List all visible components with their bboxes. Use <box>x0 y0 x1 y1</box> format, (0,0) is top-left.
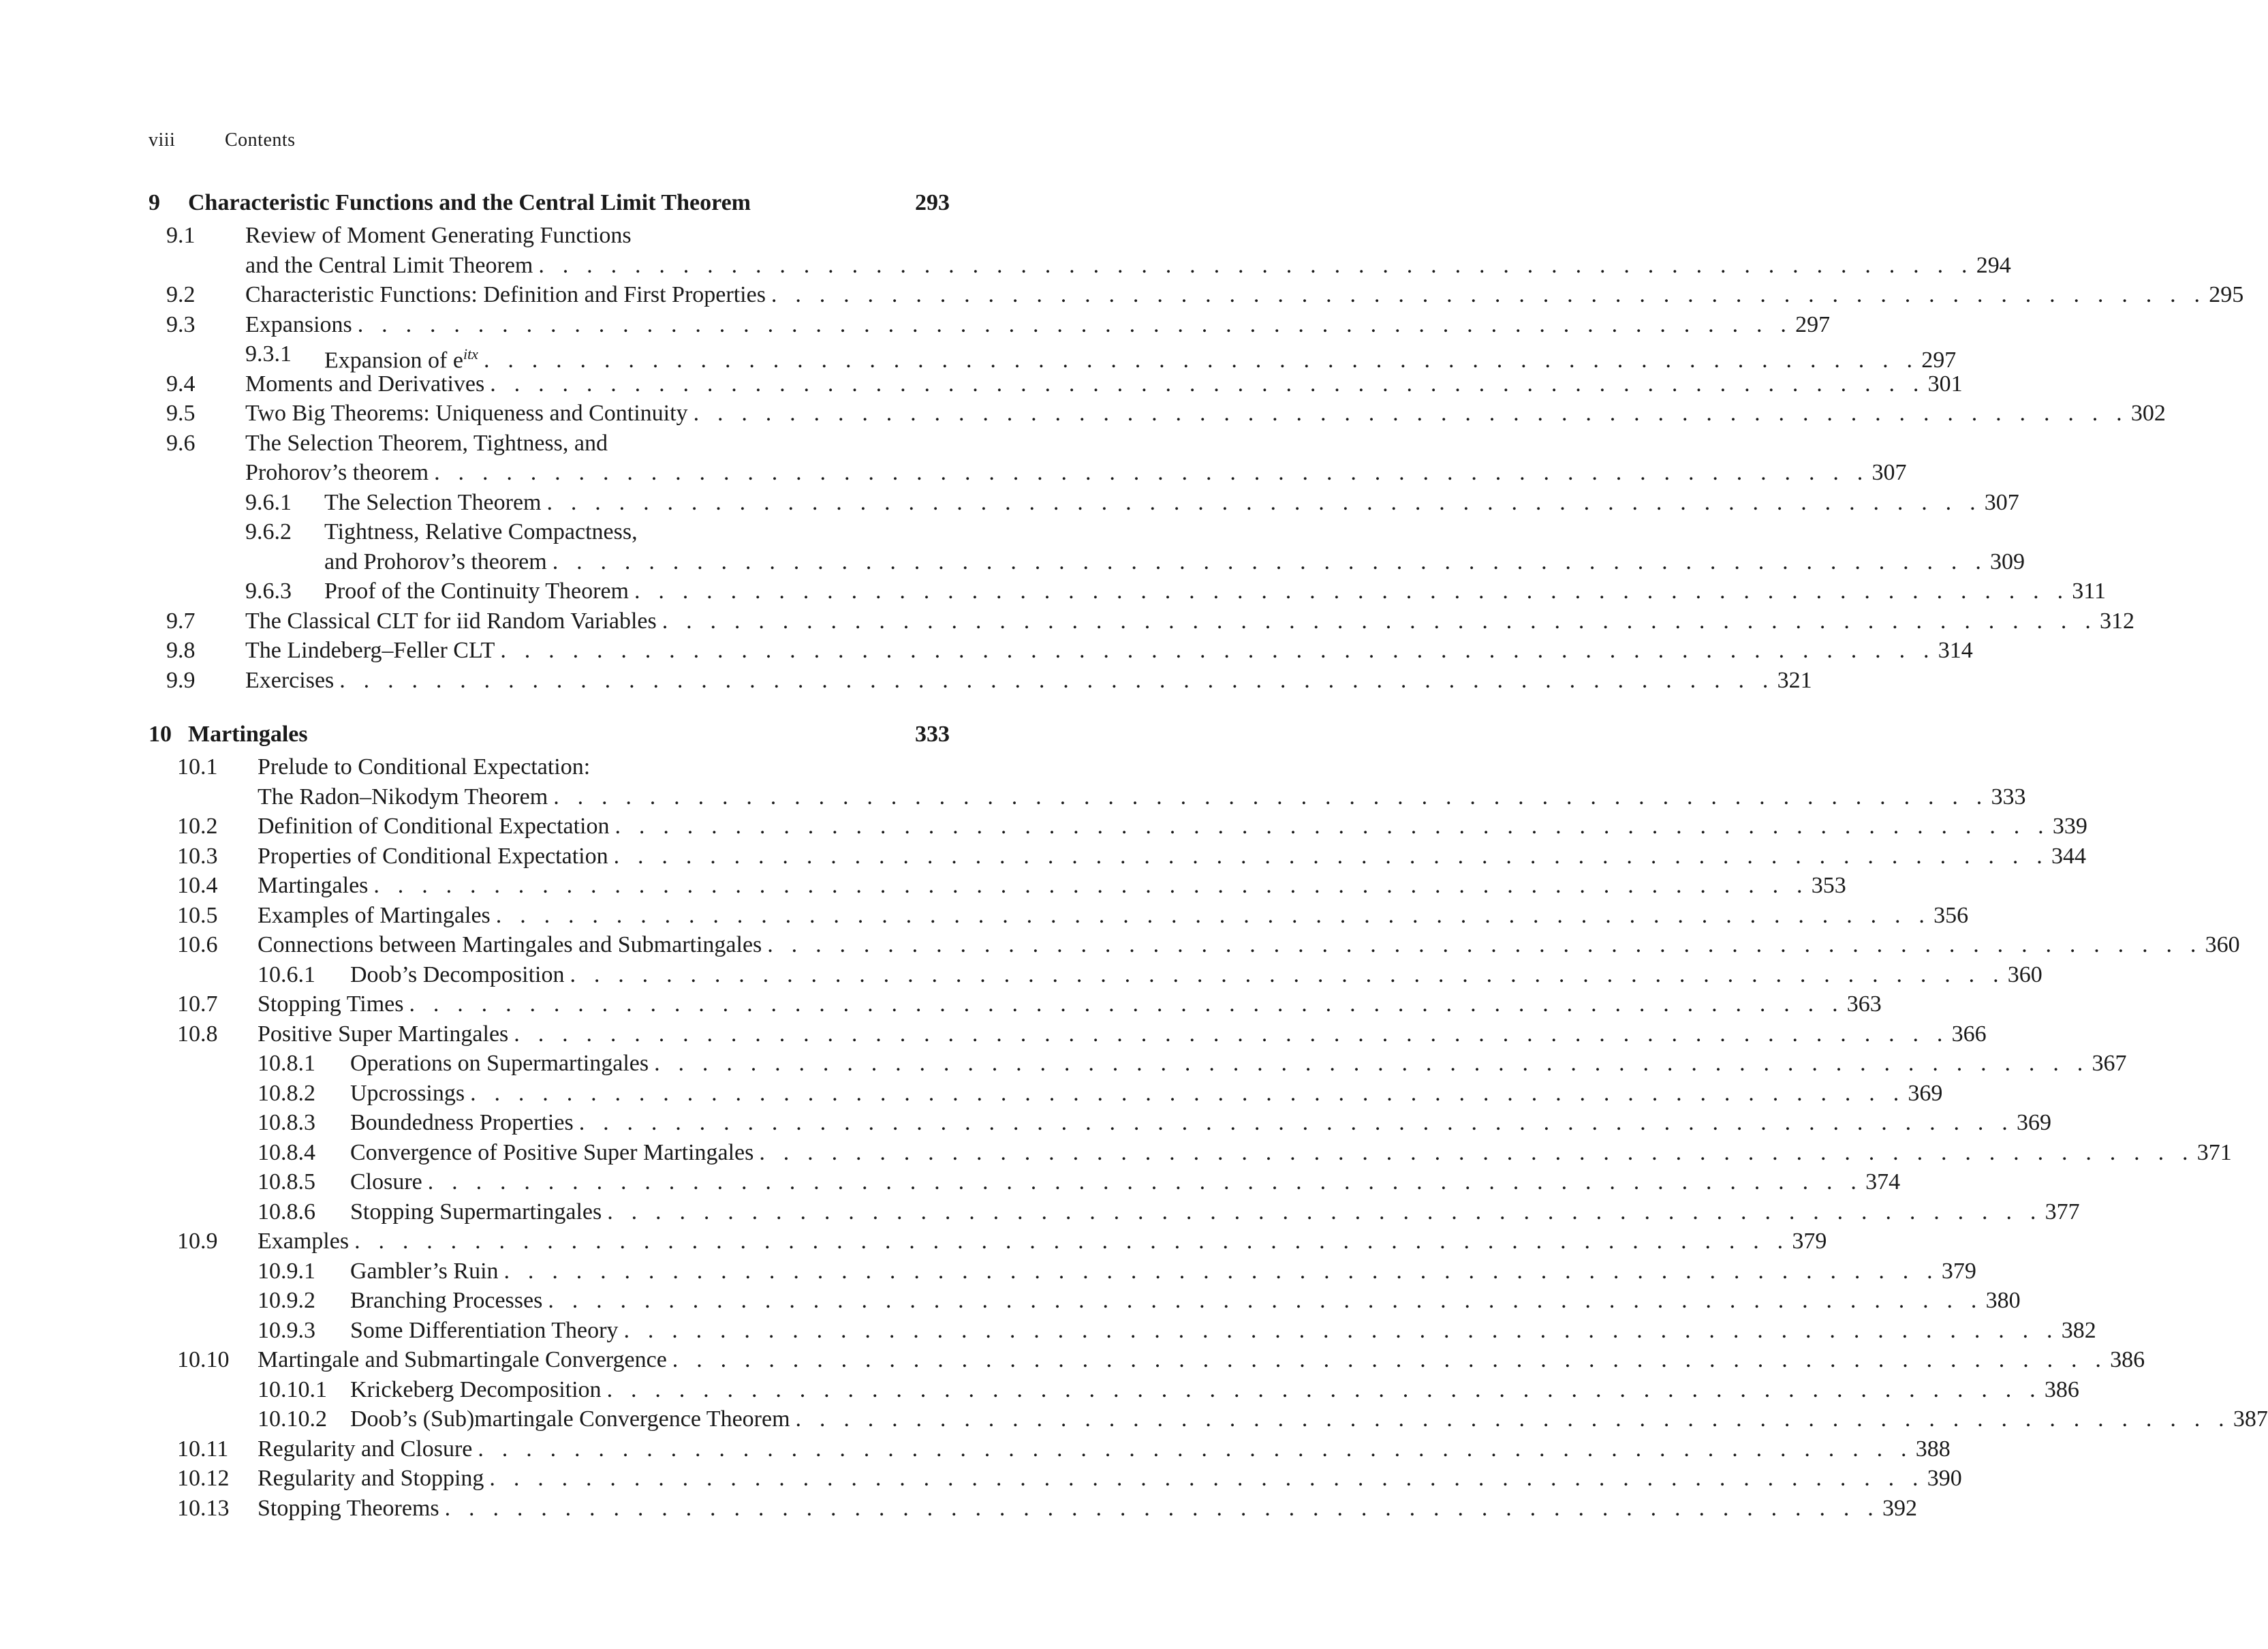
chapter-page-number: 333 <box>915 722 950 747</box>
section-title: Branching Processes <box>350 1288 543 1313</box>
section-title: Regularity and Closure <box>258 1436 473 1462</box>
section-number: 10.10 <box>177 1347 230 1372</box>
table-of-contents <box>149 185 2268 1523</box>
section-title: Regularity and Stopping <box>258 1466 484 1491</box>
section-title: Gambler’s Ruin <box>350 1258 499 1284</box>
toc-entry[interactable] <box>149 1138 2232 1168</box>
dot-leader: . . . . . . . . . . . . . . . . . . . . . . . . . . . . . . . . . . . . . . . . . . . . . . . . . . . . . . . . . . . . <box>693 401 2128 426</box>
toc-entry[interactable] <box>149 429 950 459</box>
dot-leader: . . . . . . . . . . . . . . . . . . . . . . . . . . . . . . . . . . . . . . . . . . . . . . . . . . . . . . . . . . . . <box>409 991 1844 1017</box>
toc-entry[interactable] <box>149 1079 1943 1109</box>
section-title: Properties of Conditional Expectation <box>258 843 608 869</box>
toc-entry[interactable] <box>149 517 950 547</box>
section-number: 9.6.1 <box>245 489 292 515</box>
toc-entry[interactable] <box>149 782 2026 812</box>
section-page-number: 297 <box>1795 311 1831 337</box>
section-title: Stopping Times <box>258 991 404 1017</box>
section-title: Operations on Supermartingales <box>350 1051 649 1076</box>
section-title: Stopping Supermartingales <box>350 1199 602 1224</box>
section-title: Doob’s (Sub)martingale Convergence Theorem <box>350 1406 790 1432</box>
dot-leader: . . . . . . . . . . . . . . . . . . . . . . . . . . . . . . . . . . . . . . . . . . . . . . . . . . . . . . . . . . . . <box>470 1080 1906 1106</box>
toc-entry[interactable] <box>149 1019 1987 1049</box>
section-page-number: 356 <box>1933 902 1969 928</box>
toc-entry[interactable] <box>149 1167 1901 1197</box>
section-number: 10.2 <box>177 814 218 839</box>
section-page-number: 339 <box>2052 814 2087 839</box>
toc-entry[interactable] <box>149 547 2025 577</box>
section-number: 10.8.6 <box>258 1199 315 1224</box>
section-number: 9.8 <box>166 638 196 663</box>
section-title: Review of Moment Generating Functions <box>245 223 632 248</box>
toc-entry[interactable] <box>149 251 2011 281</box>
chapter-heading[interactable] <box>149 717 950 752</box>
section-number: 9.9 <box>166 667 196 693</box>
section-page-number: 367 <box>2092 1051 2127 1076</box>
section-number: 9.4 <box>166 371 196 397</box>
section-title: The Classical CLT for iid Random Variables <box>245 608 657 634</box>
section-title: Martingale and Submartingale Convergence <box>258 1347 667 1372</box>
section-title: Prelude to Conditional Expectation: <box>258 754 591 780</box>
toc-entry[interactable] <box>149 1316 2096 1346</box>
section-number: 9.1 <box>166 223 196 248</box>
section-page-number: 312 <box>2100 608 2135 634</box>
chapter-number: 10 <box>149 722 172 747</box>
section-page-number: 294 <box>1976 252 2011 278</box>
toc-entry[interactable] <box>149 1464 1962 1494</box>
dot-leader: . . . . . . . . . . . . . . . . . . . . . . . . . . . . . . . . . . . . . . . . . . . . . . . . . . . . . . . . . . . . <box>489 1466 1925 1491</box>
section-title: Connections between Martingales and Submartingales <box>258 932 762 957</box>
section-title: Stopping Theorems <box>258 1495 439 1521</box>
section-title: Characteristic Functions: Definition and First Properties <box>245 282 766 307</box>
toc-entry[interactable] <box>149 1049 2127 1079</box>
section-number: 10.4 <box>177 873 218 898</box>
toc-entry[interactable] <box>149 930 2240 960</box>
section-page-number: 363 <box>1846 991 1882 1017</box>
toc-entry[interactable] <box>149 1108 2051 1138</box>
section-number: 10.6 <box>177 932 218 957</box>
section-number: 10.8 <box>177 1021 218 1047</box>
section-number: 10.12 <box>177 1466 230 1491</box>
toc-entry[interactable] <box>149 1257 1976 1286</box>
section-number: 10.3 <box>177 843 218 869</box>
section-page-number: 353 <box>1811 873 1846 898</box>
dot-leader: . . . . . . . . . . . . . . . . . . . . . . . . . . . . . . . . . . . . . . . . . . . . . . . . . . . . . . . . . . . . <box>483 348 1919 373</box>
toc-entry[interactable] <box>149 458 1907 488</box>
toc-entry[interactable] <box>149 369 1963 399</box>
dot-leader: . . . . . . . . . . . . . . . . . . . . . . . . . . . . . . . . . . . . . . . . . . . . . . . . . . . . . . . . . . . . <box>552 549 1988 574</box>
section-title: and Prohorov’s theorem <box>324 549 547 574</box>
dot-leader: . . . . . . . . . . . . . . . . . . . . . . . . . . . . . . . . . . . . . . . . . . . . . . . . . . . . . . . . . . . . <box>444 1495 1880 1521</box>
section-title: Two Big Theorems: Uniqueness and Continuity <box>245 401 688 426</box>
section-title: Expansions <box>245 311 352 337</box>
dot-leader: . . . . . . . . . . . . . . . . . . . . . . . . . . . . . . . . . . . . . . . . . . . . . . . . . . . . . . . . . . . . <box>478 1436 1913 1462</box>
section-page-number: 321 <box>1777 667 1812 693</box>
dot-leader: . . . . . . . . . . . . . . . . . . . . . . . . . . . . . . . . . . . . . . . . . . . . . . . . . . . . . . . . . . . . <box>771 282 2207 307</box>
section-title: Upcrossings <box>350 1080 465 1106</box>
toc-entry[interactable] <box>149 221 950 251</box>
section-page-number: 301 <box>1927 371 1963 397</box>
dot-leader: . . . . . . . . . . . . . . . . . . . . . . . . . . . . . . . . . . . . . . . . . . . . . . . . . . . . . . . . . . . . <box>427 1169 1863 1195</box>
dot-leader: . . . . . . . . . . . . . . . . . . . . . . . . . . . . . . . . . . . . . . . . . . . . . . . . . . . . . . . . . . . . <box>490 371 1925 397</box>
dot-leader: . . . . . . . . . . . . . . . . . . . . . . . . . . . . . . . . . . . . . . . . . . . . . . . . . . . . . . . . . . . . <box>500 638 1936 663</box>
section-page-number: 392 <box>1882 1495 1917 1521</box>
section-number: 10.5 <box>177 902 218 928</box>
section-number: 10.9 <box>177 1229 218 1254</box>
dot-leader: . . . . . . . . . . . . . . . . . . . . . . . . . . . . . . . . . . . . . . . . . . . . . . . . . . . . . . . . . . . . <box>767 932 2203 957</box>
section-page-number: 387 <box>2233 1406 2268 1432</box>
dot-leader: . . . . . . . . . . . . . . . . . . . . . . . . . . . . . . . . . . . . . . . . . . . . . . . . . . . . . . . . . . . . <box>634 579 2070 604</box>
toc-entry[interactable] <box>149 488 2019 518</box>
section-page-number: 377 <box>2045 1199 2080 1224</box>
dot-leader: . . . . . . . . . . . . . . . . . . . . . . . . . . . . . . . . . . . . . . . . . . . . . . . . . . . . . . . . . . . . <box>495 902 1931 928</box>
dot-leader: . . . . . . . . . . . . . . . . . . . . . . . . . . . . . . . . . . . . . . . . . . . . . . . . . . . . . . . . . . . . <box>607 1199 2042 1224</box>
toc-entry[interactable] <box>149 1227 1827 1257</box>
section-page-number: 386 <box>2110 1347 2145 1372</box>
chapter-number: 9 <box>149 190 160 215</box>
dot-leader: . . . . . . . . . . . . . . . . . . . . . . . . . . . . . . . . . . . . . . . . . . . . . . . . . . . . . . . . . . . . <box>570 961 2005 987</box>
section-number: 9.5 <box>166 401 196 426</box>
section-page-number: 307 <box>1984 489 2019 515</box>
section-title: The Radon–Nikodym Theorem <box>258 784 548 810</box>
section-page-number: 309 <box>1990 549 2025 574</box>
dot-leader: . . . . . . . . . . . . . . . . . . . . . . . . . . . . . . . . . . . . . . . . . . . . . . . . . . . . . . . . . . . . <box>759 1139 2194 1165</box>
chapter-heading[interactable] <box>149 185 950 221</box>
section-page-number: 379 <box>1941 1258 1976 1284</box>
toc-entry[interactable] <box>149 960 2042 990</box>
section-title: Closure <box>350 1169 422 1195</box>
section-number: 10.9.2 <box>258 1288 315 1313</box>
section-number: 9.3 <box>166 311 196 337</box>
toc-entry[interactable] <box>149 399 2166 429</box>
section-page-number: 371 <box>2196 1139 2232 1165</box>
dot-leader: . . . . . . . . . . . . . . . . . . . . . . . . . . . . . . . . . . . . . . . . . . . . . . . . . . . . . . . . . . . . <box>546 489 1982 515</box>
section-page-number: 302 <box>2130 401 2166 426</box>
section-number: 10.8.4 <box>258 1139 315 1165</box>
dot-leader: . . . . . . . . . . . . . . . . . . . . . . . . . . . . . . . . . . . . . . . . . . . . . . . . . . . . . . . . . . . . <box>357 311 1793 337</box>
section-number: 9.6.2 <box>245 519 292 544</box>
toc-entry[interactable] <box>149 1434 1951 1464</box>
section-title: Martingales <box>258 873 369 898</box>
section-number: 9.6.3 <box>245 579 292 604</box>
dot-leader: . . . . . . . . . . . . . . . . . . . . . . . . . . . . . . . . . . . . . . . . . . . . . . . . . . . . . . . . . . . . <box>434 460 1869 485</box>
toc-entry[interactable] <box>149 1345 2145 1375</box>
toc-entry[interactable] <box>149 989 1882 1019</box>
section-title: Krickeberg Decomposition <box>350 1376 602 1402</box>
dot-leader: . . . . . . . . . . . . . . . . . . . . . . . . . . . . . . . . . . . . . . . . . . . . . . . . . . . . . . . . . . . . <box>795 1406 2231 1432</box>
section-number: 10.11 <box>177 1436 229 1462</box>
page-folio: viii <box>149 129 176 151</box>
dot-leader: . . . . . . . . . . . . . . . . . . . . . . . . . . . . . . . . . . . . . . . . . . . . . . . . . . . . . . . . . . . . <box>548 1288 1983 1313</box>
section-number: 10.10.1 <box>258 1376 327 1402</box>
dot-leader: . . . . . . . . . . . . . . . . . . . . . . . . . . . . . . . . . . . . . . . . . . . . . . . . . . . . . . . . . . . . <box>662 608 2098 634</box>
section-page-number: 307 <box>1871 460 1907 485</box>
chapter-page-number: 293 <box>915 190 950 215</box>
toc-entry[interactable] <box>149 1404 2268 1434</box>
toc-entry[interactable] <box>149 339 1957 373</box>
toc-entry[interactable] <box>149 1375 2079 1405</box>
toc-entry[interactable] <box>149 310 1831 340</box>
section-title: Positive Super Martingales <box>258 1021 509 1047</box>
section-page-number: 369 <box>1908 1080 1943 1106</box>
section-title: Expansion of $e^{itx}$ <box>324 345 478 373</box>
dot-leader: . . . . . . . . . . . . . . . . . . . . . . . . . . . . . . . . . . . . . . . . . . . . . . . . . . . . . . . . . . . . <box>538 252 1974 278</box>
section-number: 10.8.3 <box>258 1110 315 1135</box>
dot-leader: . . . . . . . . . . . . . . . . . . . . . . . . . . . . . . . . . . . . . . . . . . . . . . . . . . . . . . . . . . . . <box>373 873 1809 898</box>
toc-entry[interactable] <box>149 1286 2021 1316</box>
section-title: Proof of the Continuity Theorem <box>324 579 629 604</box>
section-title: Examples of Martingales <box>258 902 491 928</box>
dot-leader: . . . . . . . . . . . . . . . . . . . . . . . . . . . . . . . . . . . . . . . . . . . . . . . . . . . . . . . . . . . . <box>613 843 2049 869</box>
toc-entry[interactable] <box>149 280 2244 310</box>
section-number: 9.3.1 <box>245 341 292 367</box>
dot-leader: . . . . . . . . . . . . . . . . . . . . . . . . . . . . . . . . . . . . . . . . . . . . . . . . . . . . . . . . . . . . <box>615 814 2050 839</box>
section-page-number: 374 <box>1865 1169 1901 1195</box>
section-number: 10.8.1 <box>258 1051 315 1076</box>
section-page-number: 379 <box>1792 1229 1827 1254</box>
section-title: The Selection Theorem <box>324 489 542 515</box>
section-number: 10.13 <box>177 1495 230 1521</box>
section-number: 10.8.5 <box>258 1169 315 1195</box>
section-number: 10.1 <box>177 754 218 780</box>
section-page-number: 369 <box>2017 1110 2051 1135</box>
section-title: Exercises <box>245 667 335 693</box>
section-page-number: 344 <box>2051 843 2086 869</box>
section-title: The Lindeberg–Feller CLT <box>245 638 495 663</box>
chapter-title: Characteristic Functions and the Central Limit Theorem <box>188 190 751 215</box>
section-number: 10.6.1 <box>258 961 315 987</box>
toc-entry[interactable] <box>149 812 2087 842</box>
dot-leader: . . . . . . . . . . . . . . . . . . . . . . . . . . . . . . . . . . . . . . . . . . . . . . . . . . . . . . . . . . . . <box>654 1051 2090 1076</box>
toc-entry[interactable] <box>149 666 1812 696</box>
dot-leader: . . . . . . . . . . . . . . . . . . . . . . . . . . . . . . . . . . . . . . . . . . . . . . . . . . . . . . . . . . . . <box>339 667 1775 693</box>
section-title: Prohorov’s theorem <box>245 460 429 485</box>
section-number: 9.2 <box>166 282 196 307</box>
section-number: 10.9.1 <box>258 1258 315 1284</box>
section-title: Definition of Conditional Expectation <box>258 814 610 839</box>
section-number: 10.9.3 <box>258 1317 315 1343</box>
section-title: Doob’s Decomposition <box>350 961 565 987</box>
section-title: Some Differentiation Theory <box>350 1317 619 1343</box>
dot-leader: . . . . . . . . . . . . . . . . . . . . . . . . . . . . . . . . . . . . . . . . . . . . . . . . . . . . . . . . . . . . <box>606 1376 2042 1402</box>
toc-entry[interactable] <box>149 1197 2080 1227</box>
running-head-title: Contents <box>225 129 296 151</box>
section-page-number: 295 <box>2209 282 2244 307</box>
dot-leader: . . . . . . . . . . . . . . . . . . . . . . . . . . . . . . . . . . . . . . . . . . . . . . . . . . . . . . . . . . . . <box>672 1347 2108 1372</box>
section-page-number: 297 <box>1921 348 1957 373</box>
exponent: itx <box>463 345 478 363</box>
section-number: 9.6 <box>166 430 196 456</box>
section-page-number: 380 <box>1985 1288 2021 1313</box>
dot-leader: . . . . . . . . . . . . . . . . . . . . . . . . . . . . . . . . . . . . . . . . . . . . . . . . . . . . . . . . . . . . <box>514 1021 1949 1047</box>
dot-leader: . . . . . . . . . . . . . . . . . . . . . . . . . . . . . . . . . . . . . . . . . . . . . . . . . . . . . . . . . . . . <box>578 1110 2014 1135</box>
dot-leader: . . . . . . . . . . . . . . . . . . . . . . . . . . . . . . . . . . . . . . . . . . . . . . . . . . . . . . . . . . . . <box>553 784 1989 810</box>
section-page-number: 314 <box>1938 638 1973 663</box>
section-page-number: 390 <box>1927 1466 1962 1491</box>
toc-entry[interactable] <box>149 901 1969 931</box>
toc-entry[interactable] <box>149 842 2086 872</box>
section-number: 9.7 <box>166 608 196 634</box>
toc-entry[interactable] <box>149 871 1846 901</box>
section-title: Examples <box>258 1229 349 1254</box>
toc-entry[interactable] <box>149 636 1973 666</box>
dot-leader: . . . . . . . . . . . . . . . . . . . . . . . . . . . . . . . . . . . . . . . . . . . . . . . . . . . . . . . . . . . . <box>354 1229 1790 1254</box>
section-page-number: 360 <box>2007 961 2042 987</box>
section-title: The Selection Theorem, Tightness, and <box>245 430 608 456</box>
section-page-number: 382 <box>2061 1317 2096 1343</box>
section-title: Tightness, Relative Compactness, <box>324 519 638 544</box>
section-title: Moments and Derivatives <box>245 371 485 397</box>
toc-entry[interactable] <box>149 576 2107 606</box>
toc-entry[interactable] <box>149 1494 1917 1524</box>
running-head <box>149 129 296 151</box>
section-number: 10.7 <box>177 991 218 1017</box>
dot-leader: . . . . . . . . . . . . . . . . . . . . . . . . . . . . . . . . . . . . . . . . . . . . . . . . . . . . . . . . . . . . <box>503 1258 1939 1284</box>
section-title: Convergence of Positive Super Martingales <box>350 1139 754 1165</box>
toc-entry[interactable] <box>149 752 950 782</box>
chapter-title: Martingales <box>188 722 308 747</box>
section-page-number: 386 <box>2044 1376 2079 1402</box>
section-title: Boundedness Properties <box>350 1110 574 1135</box>
section-page-number: 333 <box>1991 784 2026 810</box>
section-page-number: 311 <box>2072 579 2107 604</box>
dot-leader: . . . . . . . . . . . . . . . . . . . . . . . . . . . . . . . . . . . . . . . . . . . . . . . . . . . . . . . . . . . . <box>623 1317 2059 1343</box>
section-page-number: 388 <box>1915 1436 1951 1462</box>
section-title: and the Central Limit Theorem <box>245 252 533 278</box>
section-number: 10.10.2 <box>258 1406 327 1432</box>
section-number: 10.8.2 <box>258 1080 315 1106</box>
section-page-number: 360 <box>2205 932 2240 957</box>
toc-entry[interactable] <box>149 606 2135 636</box>
section-page-number: 366 <box>1951 1021 1987 1047</box>
